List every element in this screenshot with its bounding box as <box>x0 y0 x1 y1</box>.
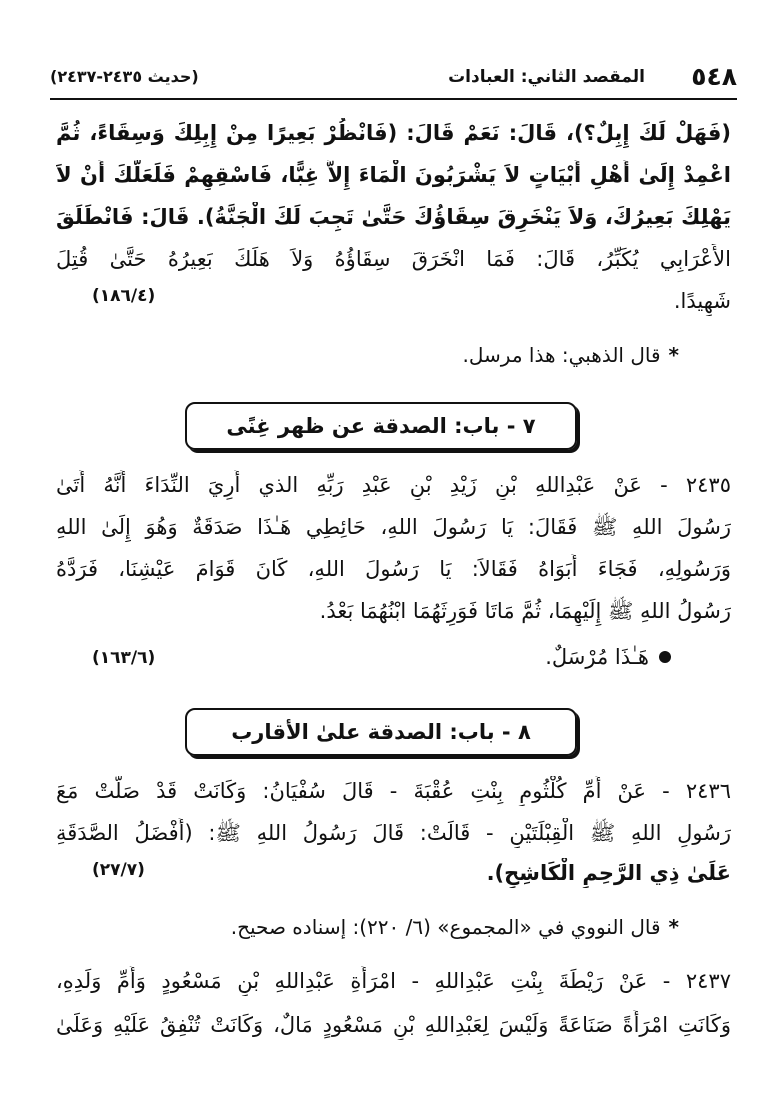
note-text: قال الذهبي: هذا مرسل. <box>462 343 661 367</box>
reference-citation: (١٨٦/٤) <box>92 286 156 306</box>
text-line: ٢٤٣٥ - عَنْ عَبْدِاللهِ بْنِ زَيْدِ بْنِ عَبْدِ رَبِّهِ الذي أُرِيَ النِّدَاءَ أَنَّهُ أَتَىٰ <box>56 473 731 497</box>
text-line: يَهْلِكَ بَعِيرُكَ، وَلاَ يَنْخَرِقَ سِقَاؤُكَ حَتَّىٰ تَجِبَ لَكَ الْجَنَّةُ). قَالَ: فَانْطَلَقَ <box>56 205 731 229</box>
running-title: المقصد الثاني: العبادات <box>448 67 645 87</box>
chapter-7-heading: ٧ - باب: الصدقة عن ظهر غِنًى <box>185 402 577 450</box>
text-line: وَكَانَتِ امْرَأَةً صَنَاعَةً وَلَيْسَ لِعَبْدِاللهِ بْنِ مَسْعُودٍ مَالٌ، وَكَانَتْ تُنْفِقُ عَلَيْهِ وَعَلَىٰ <box>56 1013 731 1037</box>
mursal-remark <box>545 642 671 672</box>
text-line: رَسُولُ اللهِ ﷺ إِلَيْهِمَا، ثُمَّ مَاتَا فَوَرِثَهُمَا ابْنُهُمَا بَعْدُ. <box>319 599 731 623</box>
star-marker: * <box>668 343 679 367</box>
text-line: رَسُولِ اللهِ ﷺ الْقِبْلَتَيْنِ - قَالَتْ: قَالَ رَسُولُ اللهِ ﷺ: (أَفْضَلُ الصَّدَقَةِ <box>56 821 731 845</box>
text-line: رَسُولَ اللهِ ﷺ فَقَالَ: يَا رَسُولَ اللهِ، حَائِطِي هَـٰذَا صَدَقَةٌ وَهُوَ إِلَىٰ اللهِ <box>56 515 731 539</box>
nawawi-note <box>231 912 679 942</box>
reference-citation: (١٦٣/٦) <box>92 648 156 668</box>
text-line: اعْمِدْ إِلَىٰ أَهْلِ أَبْيَاتٍ لاَ يَشْرَبُونَ الْمَاءَ إِلاَّ غِبًّا، فَاسْقِهِمْ فَلَعَلَّكَ أَنْ لاَ <box>56 163 731 187</box>
text-line: ٢٤٣٧ - عَنْ رَيْطَةَ بِنْتِ عَبْدِاللهِ - امْرَأَةِ عَبْدِاللهِ بْنِ مَسْعُودٍ وَأُمِّ وَلَدِهِ، <box>56 969 731 993</box>
chapter-8-heading: ٨ - باب: الصدقة علىٰ الأقارب <box>185 708 577 756</box>
text-line: وَرَسُولِهِ، فَجَاءَ أَبَوَاهُ فَقَالاَ: يَا رَسُولَ اللهِ، كَانَ قَوَامَ عَيْشِنَا، فَرَدَّهُ <box>56 557 731 581</box>
page-number: ٥٤٨ <box>691 62 737 91</box>
text-line: (فَهَلْ لَكَ إِبِلٌ؟)، قَالَ: نَعَمْ قَالَ: (فَانْظُرْ بَعِيرًا مِنْ إِبِلِكَ وَسِقَاءً، ثُمَّ <box>56 121 731 145</box>
star-marker: * <box>668 915 679 939</box>
page-header <box>50 58 737 100</box>
bullet-icon <box>659 651 671 663</box>
dhahabi-note <box>463 340 679 370</box>
text-line: الأَعْرَابِي يُكَبِّرُ، قَالَ: فَمَا انْخَرَقَ سِقَاؤُهُ وَلاَ هَلَكَ بَعِيرُهُ حَتَّىٰ قُتِلَ <box>56 247 731 271</box>
hadith-range: (حديث ٢٤٣٥-٢٤٣٧) <box>50 67 199 86</box>
note-text: قال النووي في «المجموع» (٦/ ٢٢٠): إسناده صحيح. <box>230 915 661 939</box>
text-line: شَهِيدًا. <box>673 289 731 313</box>
text-line: ٢٤٣٦ - عَنْ أُمِّ كُلْثُومِ بِنْتِ عُقْبَةَ - قَالَ سُفْيَانُ: وَكَانَتْ قَدْ صَلَّتْ مَعَ <box>56 779 731 803</box>
mursal-text: هَـٰذَا مُرْسَلٌ. <box>545 645 649 669</box>
text-line: عَلَىٰ ذِي الرَّحِمِ الْكَاشِحِ). <box>486 861 731 885</box>
reference-citation: (٢٧/٧) <box>92 860 145 880</box>
